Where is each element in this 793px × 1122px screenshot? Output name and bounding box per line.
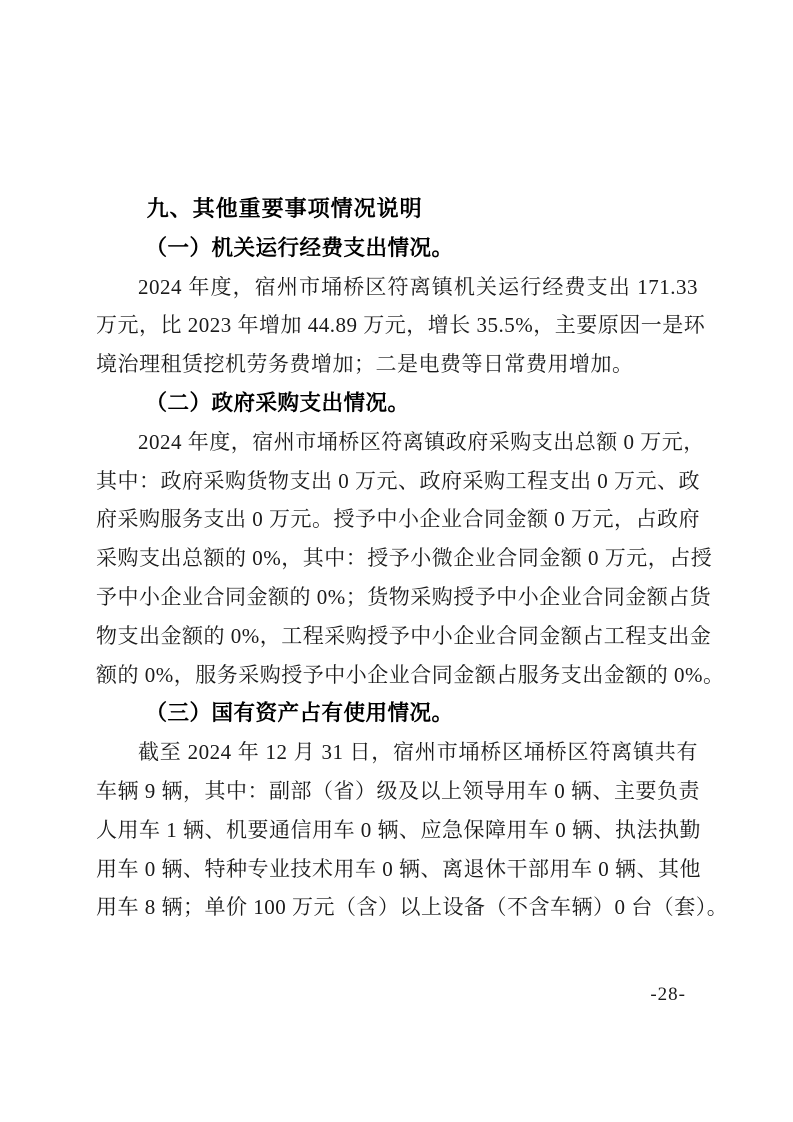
document-content	[96, 190, 729, 927]
section-3-paragraph-line: 车辆 9 辆，其中：副部（省）级及以上领导用车 0 辆、主要负责	[96, 778, 700, 803]
section-2-paragraph-line: 物支出金额的 0%，工程采购授予中小企业合同金额占工程支出金	[96, 623, 712, 648]
section-2-paragraph-line: 予中小企业合同金额的 0%；货物采购授予中小企业合同金额占货	[96, 584, 712, 609]
section-3-paragraph-line: 用车 8 辆；单价 100 万元（含）以上设备（不含车辆）0 台（套）。	[96, 895, 729, 920]
section-2-paragraph-line: 采购支出总额的 0%，其中：授予小微企业合同金额 0 万元，占授	[96, 546, 713, 571]
section-1-heading: （一）机关运行经费支出情况。	[145, 235, 454, 260]
section-3-paragraph-line: 用车 0 辆、特种专业技术用车 0 辆、离退休干部用车 0 辆、其他	[96, 856, 701, 881]
section-1-paragraph-line: 万元，比 2023 年增加 44.89 万元，增长 35.5%，主要原因一是环	[96, 313, 706, 338]
section-2-paragraph-line: 额的 0%，服务采购授予中小企业合同金额占服务支出金额的 0%。	[96, 662, 725, 687]
section-1-paragraph-line: 2024 年度，宿州市埇桥区符离镇机关运行经费支出 171.33	[138, 274, 698, 299]
section-2-heading: （二）政府采购支出情况。	[145, 390, 410, 415]
section-2-paragraph-line: 府采购服务支出 0 万元。授予中小企业合同金额 0 万元，占政府	[96, 507, 700, 532]
section-3-paragraph-line: 截至 2024 年 12 月 31 日，宿州市埇桥区埇桥区符离镇共有	[138, 740, 698, 765]
section-3-heading: （三）国有资产占有使用情况。	[145, 701, 454, 726]
section-3-paragraph-line: 人用车 1 辆、机要通信用车 0 辆、应急保障用车 0 辆、执法执勤	[96, 817, 701, 842]
section-2-paragraph-line: 其中：政府采购货物支出 0 万元、政府采购工程支出 0 万元、政	[96, 468, 700, 493]
section-2-paragraph-line: 2024 年度，宿州市埇桥区符离镇政府采购支出总额 0 万元，	[138, 429, 705, 454]
section-1-paragraph-line: 境治理租赁挖机劳务费增加；二是电费等日常费用增加。	[96, 352, 634, 377]
page-number: -28-	[650, 984, 686, 1005]
document-title: 九、其他重要事项情况说明	[146, 196, 423, 221]
